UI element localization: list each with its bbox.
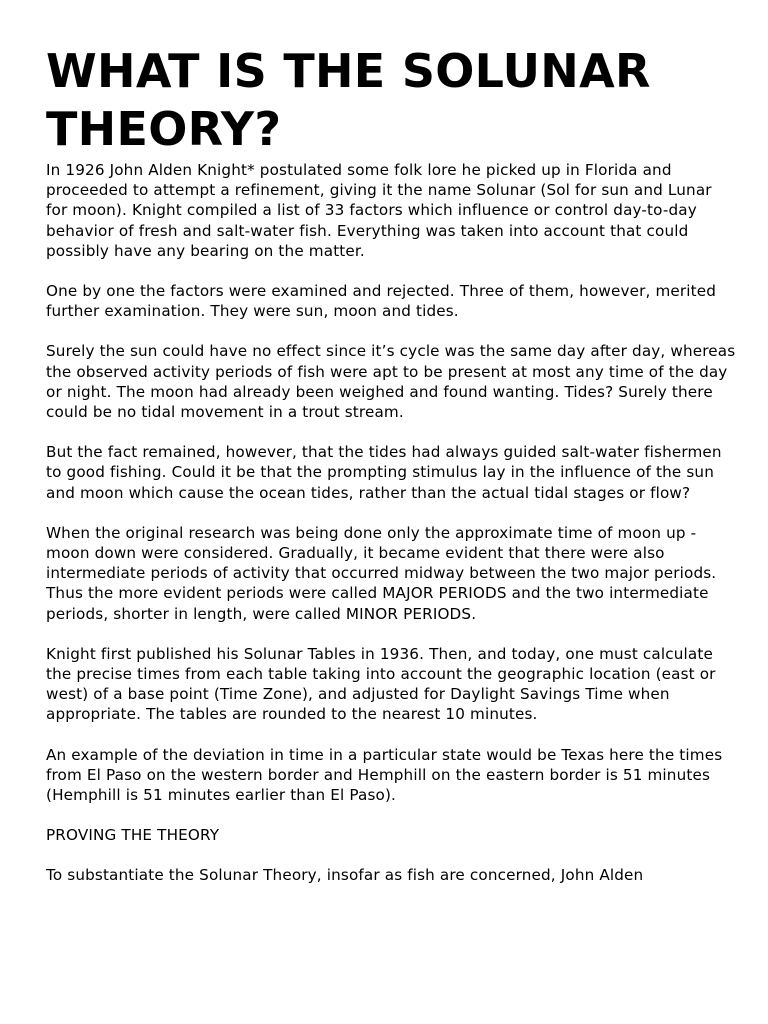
paragraph-sun-moon: Surely the sun could have no effect since it’s cycle was the same day after day, whereas the observed activity periods of fish were apt to be present at most any time of the day or night. The moon had already been weighed and found wanting. Tides? Surely there could be no tidal movement in a trout stream. bbox=[46, 342, 736, 422]
paragraph-tides: But the fact remained, however, that the tides had always guided salt-water fishermen to good fishing. Could it be that the prompting stimulus lay in the influence of the sun and moon which cause the ocean tides, rather than the actual tidal stages or flow? bbox=[46, 443, 722, 502]
page-title: WHAT IS THE SOLUNAR THEORY? bbox=[46, 44, 651, 156]
section-heading-proving: PROVING THE THEORY bbox=[46, 826, 220, 845]
paragraph-tables: Knight first published his Solunar Tables in 1936. Then, and today, one must calculate the precise times from each table taking into account the geographic location (east or west) of a base point (Time Zone), and adjusted for Daylight Savings Time when appropriate. The tables are rounded to the nearest 10 minutes. bbox=[46, 644, 716, 724]
paragraph-periods: When the original research was being done only the approximate time of moon up - moon down were considered. Gradually, it became evident that there were also intermediate periods of activity that occurred midway between the two major periods. Thus the more evident periods were called MAJOR PERIODS and the two intermediate periods, shorter in length, were called MINOR PERIODS. bbox=[46, 523, 717, 623]
paragraph-factors: One by one the factors were examined and rejected. Three of them, however, merited further examination. They were sun, moon and tides. bbox=[46, 282, 717, 321]
document-page bbox=[46, 42, 736, 906]
paragraph-substantiate: To substantiate the Solunar Theory, insofar as fish are concerned, John Alden bbox=[46, 866, 644, 885]
paragraph-intro: In 1926 John Alden Knight* postulated some folk lore he picked up in Florida and proceeded to attempt a refinement, giving it the name Solunar (Sol for sun and Lunar for moon). Knight compiled a list of 33 factors which influence or control day-to-day behavior of fresh and salt-water fish. Everything was taken into account that could possibly have any bearing on the matter. bbox=[46, 161, 712, 260]
article-body bbox=[46, 160, 736, 886]
paragraph-example: An example of the deviation in time in a particular state would be Texas here the times from El Paso on the western border and Hemphill on the eastern border is 51 minutes (Hemphill is 51 minutes earlier than El Paso). bbox=[46, 745, 723, 805]
